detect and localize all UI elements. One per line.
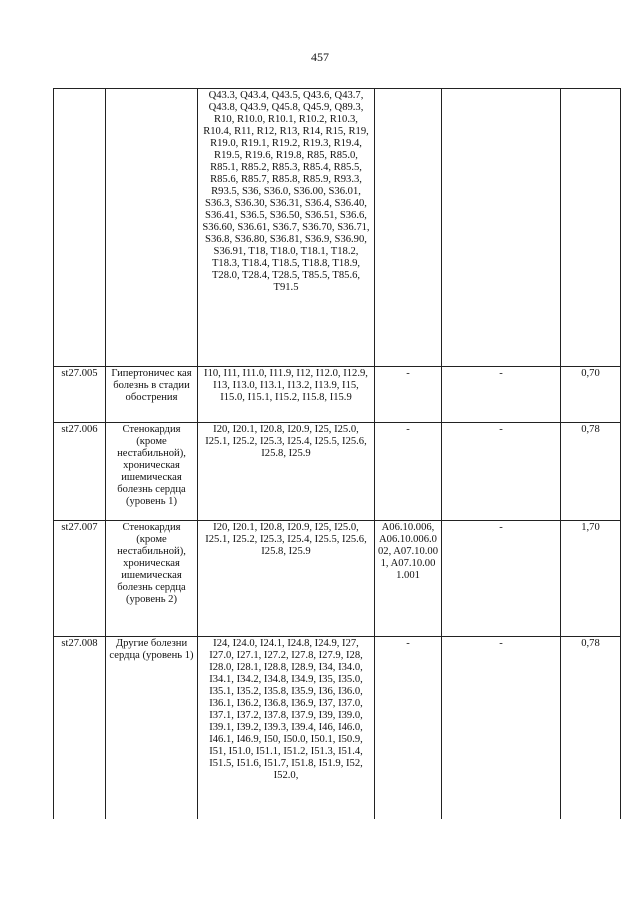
table-row (54, 521, 621, 637)
diagnosis-codes-cell: I24, I24.0, I24.1, I24.8, I24.9, I27, I27.0, I27.1, I27.2, I27.8, I27.9, I28, I28.0, I28.1, I28.8, I28.9, I34, I34.0, I34.1, I34.2, I34.8, I34.9, I35, I35.0, I35.1, I35.2, I35.8, I35.9, I36, I36.0, I36.1, I36.2, I36.8, I36.9, I37, I37.0, I37.1, I37.2, I37.8, I37.9, I39, I39.0, I39.1, I39.2, I39.3, I39.4, I46, I46.0, I46.1, I46.9, I50, I50.0, I50.1, I50.9, I51, I51.0, I51.1, I51.2, I51.3, I51.4, I51.5, I51.6, I51.7, I51.8, I51.9, I52, I52.0, (198, 637, 375, 819)
kpg-code-cell: st27.005 (54, 367, 106, 423)
service-codes-cell: - (375, 423, 442, 521)
kpg-name-cell: Гипертоничес кая болезнь в стадии обострения (106, 367, 198, 423)
other-criteria-cell: - (442, 367, 561, 423)
diagnosis-codes-cell: I10, I11, I11.0, I11.9, I12, I12.0, I12.9, I13, I13.0, I13.1, I13.2, I13.9, I15, I15.0, I15.1, I15.2, I15.8, I15.9 (198, 367, 375, 423)
kpg-name-cell: Другие болезни сердца (уровень 1) (106, 637, 198, 819)
other-criteria-cell: - (442, 521, 561, 637)
table-row (54, 89, 621, 367)
kpg-name-cell (106, 89, 198, 367)
service-codes-cell: - (375, 367, 442, 423)
coefficient-cell: 0,78 (561, 423, 621, 521)
table-row (54, 423, 621, 521)
coefficient-cell (561, 89, 621, 367)
other-criteria-cell (442, 89, 561, 367)
kpg-code-cell (54, 89, 106, 367)
kpg-code-cell: st27.008 (54, 637, 106, 819)
kpg-code-cell: st27.007 (54, 521, 106, 637)
diagnosis-codes-cell: I20, I20.1, I20.8, I20.9, I25, I25.0, I25.1, I25.2, I25.3, I25.4, I25.5, I25.6, I25.8, I25.9 (198, 423, 375, 521)
diagnosis-codes-cell: Q43.3, Q43.4, Q43.5, Q43.6, Q43.7, Q43.8, Q43.9, Q45.8, Q45.9, Q89.3, R10, R10.0, R10.1, R10.2, R10.3, R10.4, R11, R12, R13, R14, R15, R19, R19.0, R19.1, R19.2, R19.3, R19.4, R19.5, R19.6, R19.8, R85, R85.0, R85.1, R85.2, R85.3, R85.4, R85.5, R85.6, R85.7, R85.8, R85.9, R93.3, R93.5, S36, S36.0, S36.00, S36.01, S36.3, S36.30, S36.31, S36.4, S36.40, S36.41, S36.5, S36.50, S36.51, S36.6, S36.60, S36.61, S36.7, S36.70, S36.71, S36.8, S36.80, S36.81, S36.9, S36.90, S36.91, T18, T18.0, T18.1, T18.2, T18.3, T18.4, T18.5, T18.8, T18.9, T28.0, T28.4, T28.5, T85.5, T85.6, T91.5 (198, 89, 375, 367)
other-criteria-cell: - (442, 637, 561, 819)
kpg-name-cell: Стенокардия (кроме нестабильной), хроническая ишемическая болезнь сердца (уровень 1) (106, 423, 198, 521)
kpg-name-cell: Стенокардия (кроме нестабильной), хроническая ишемическая болезнь сердца (уровень 2) (106, 521, 198, 637)
diagnosis-codes-cell: I20, I20.1, I20.8, I20.9, I25, I25.0, I25.1, I25.2, I25.3, I25.4, I25.5, I25.6, I25.8, I25.9 (198, 521, 375, 637)
coefficient-cell: 0,70 (561, 367, 621, 423)
table-row (54, 637, 621, 819)
coefficient-cell: 0,78 (561, 637, 621, 819)
page-number: 457 (311, 50, 329, 64)
kpg-code-cell: st27.006 (54, 423, 106, 521)
tariff-table (53, 88, 621, 819)
service-codes-cell (375, 89, 442, 367)
service-codes-cell: - (375, 637, 442, 819)
service-codes-cell: A06.10.006, A06.10.006.002, A07.10.001, A07.10.001.001 (375, 521, 442, 637)
table-row (54, 367, 621, 423)
other-criteria-cell: - (442, 423, 561, 521)
coefficient-cell: 1,70 (561, 521, 621, 637)
